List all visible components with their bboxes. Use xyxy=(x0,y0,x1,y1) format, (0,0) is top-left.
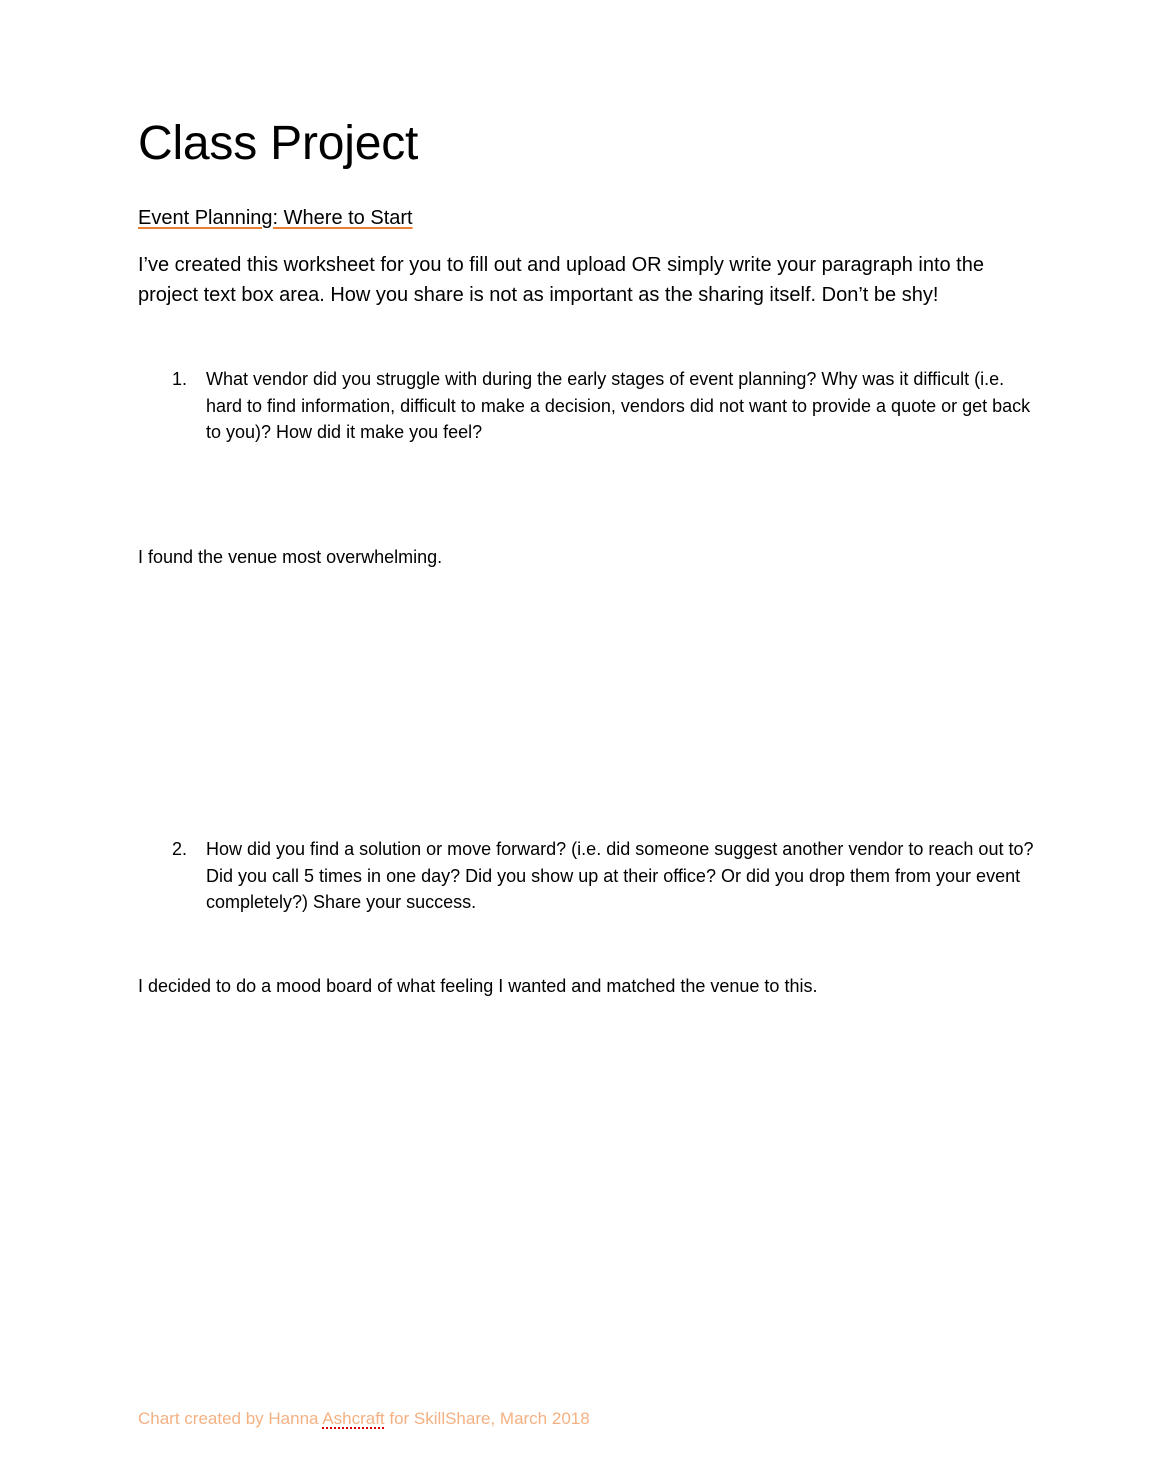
footer-credit-prefix: Chart created by Hanna xyxy=(138,1409,323,1428)
question-1-number: 1. xyxy=(172,369,188,389)
answer-1-text[interactable]: I found the venue most overwhelming. xyxy=(138,547,443,567)
spellcheck-flagged-word[interactable]: Ashcraft xyxy=(322,1409,385,1428)
question-1-text: What vendor did you struggle with during the early stages of event planning? Why was it difficult (i.e. hard to find information, difficult to make a decision, vendors did not want to provide a quote or get back to you)? How did it make you feel? xyxy=(206,369,1031,442)
page-title: Class Project xyxy=(138,117,419,170)
question-2-text: How did you find a solution or move forward? (i.e. did someone suggest another vendor to reach out to? Did you call 5 times in one day? Did you show up at their office? Or did you drop them from your event completely?) Share your success. xyxy=(206,839,1034,912)
intro-paragraph: I’ve created this worksheet for you to fill out and upload OR simply write your paragraph into the project text box area. How you share is not as important as the sharing itself. Don’t be shy! xyxy=(138,254,984,306)
footer-credit xyxy=(138,1407,590,1431)
footer-credit-suffix: for SkillShare, March 2018 xyxy=(384,1409,590,1428)
answer-2-text[interactable]: I decided to do a mood board of what feeling I wanted and matched the venue to this. xyxy=(138,976,818,996)
question-2-number: 2. xyxy=(172,839,188,859)
section-subtitle: Event Planning: Where to Start xyxy=(138,207,413,229)
